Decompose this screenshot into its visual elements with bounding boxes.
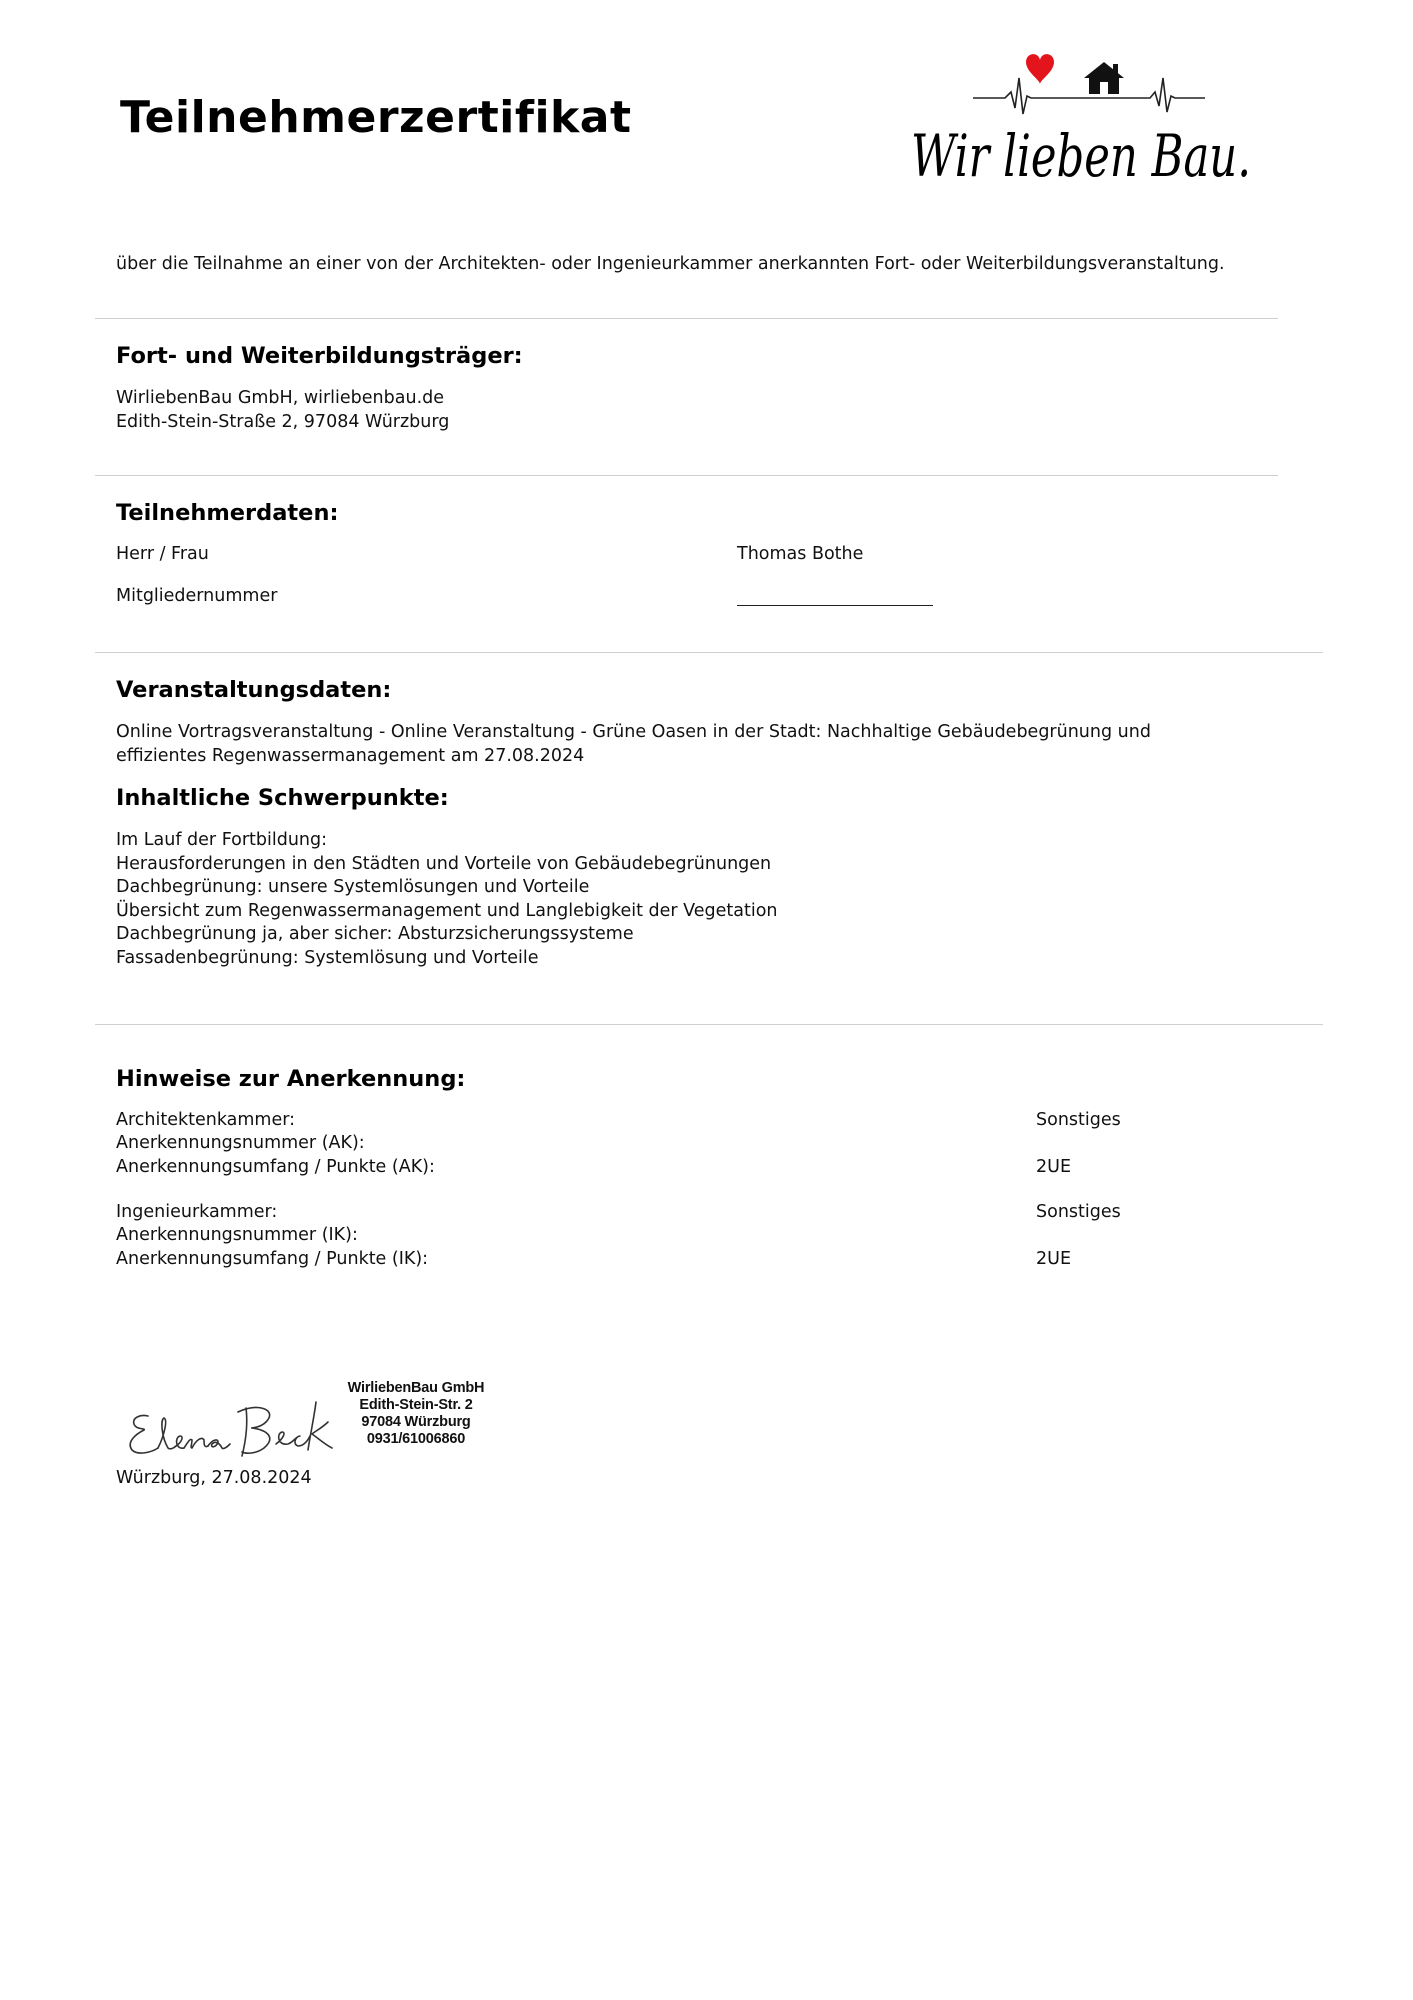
certificate-title: Teilnehmerzertifikat (120, 92, 632, 143)
ik-chamber-label: Ingenieurkammer: (116, 1202, 278, 1222)
heart-icon (1026, 54, 1054, 84)
wir-lieben-bau-logo (905, 48, 1275, 198)
focus-item: Im Lauf der Fortbildung: (116, 830, 328, 850)
divider (95, 318, 1278, 319)
handwritten-signature (118, 1378, 340, 1468)
focus-item: Übersicht zum Regenwassermanagement und Langlebigkeit der Vegetation (116, 900, 778, 921)
member-number-blank-line (737, 605, 933, 606)
divider (95, 652, 1323, 653)
ak-scope-value: 2UE (1036, 1157, 1071, 1177)
focus-item: Dachbegrünung ja, aber sicher: Absturzsicherungssysteme (116, 924, 634, 944)
provider-line-2: Edith-Stein-Straße 2, 97084 Würzburg (116, 412, 450, 432)
salutation-label: Herr / Frau (116, 544, 209, 564)
logo-wordmark: Wir lieben Bau. (911, 122, 1251, 190)
participant-heading: Teilnehmerdaten: (116, 500, 339, 526)
ik-scope-label: Anerkennungsumfang / Punkte (IK): (116, 1249, 429, 1269)
member-number-label: Mitgliedernummer (116, 586, 278, 606)
event-heading: Veranstaltungsdaten: (116, 677, 392, 703)
event-line-1: Online Vortragsveranstaltung - Online Veranstaltung - Grüne Oasen in der Stadt: Nachhaltige Gebäudebegrünung und (116, 722, 1151, 742)
focus-heading: Inhaltliche Schwerpunkte: (116, 785, 449, 811)
ak-chamber-value: Sonstiges (1036, 1110, 1121, 1130)
stamp-line-1: WirliebenBau GmbH (347, 1380, 485, 1396)
focus-item: Dachbegrünung: unsere Systemlösungen und Vorteile (116, 877, 590, 897)
intro-text: über die Teilnahme an einer von der Architekten- oder Ingenieurkammer anerkannten Fort- oder Weiterbildungsveranstaltung. (116, 254, 1225, 274)
house-icon (1084, 62, 1124, 94)
recognition-heading: Hinweise zur Anerkennung: (116, 1066, 466, 1092)
company-stamp (340, 1380, 492, 1460)
provider-heading: Fort- und Weiterbildungsträger: (116, 343, 523, 369)
ik-number-label: Anerkennungsnummer (IK): (116, 1225, 358, 1245)
divider (95, 1024, 1323, 1025)
focus-item: Fassadenbegrünung: Systemlösung und Vorteile (116, 947, 539, 968)
stamp-line-2: Edith-Stein-Str. 2 (359, 1397, 473, 1413)
focus-list (116, 829, 778, 970)
ak-scope-label: Anerkennungsumfang / Punkte (AK): (116, 1157, 435, 1177)
stamp-line-3: 97084 Würzburg (361, 1414, 471, 1430)
heartbeat-line (973, 78, 1065, 114)
divider (95, 475, 1278, 476)
stamp-line-4: 0931/61006860 (366, 1431, 466, 1447)
event-line-2: effizientes Regenwassermanagement am 27.08.2024 (116, 746, 585, 766)
ak-number-label: Anerkennungsnummer (AK): (116, 1133, 365, 1153)
ik-chamber-value: Sonstiges (1036, 1202, 1121, 1222)
ak-chamber-label: Architektenkammer: (116, 1110, 296, 1130)
focus-item: Herausforderungen in den Städten und Vorteile von Gebäudebegrünungen (116, 853, 772, 874)
ik-scope-value: 2UE (1036, 1249, 1071, 1269)
participant-name: Thomas Bothe (737, 544, 864, 564)
signature-place-date: Würzburg, 27.08.2024 (116, 1468, 312, 1488)
provider-line-1: WirliebenBau GmbH, wirliebenbau.de (116, 388, 445, 408)
